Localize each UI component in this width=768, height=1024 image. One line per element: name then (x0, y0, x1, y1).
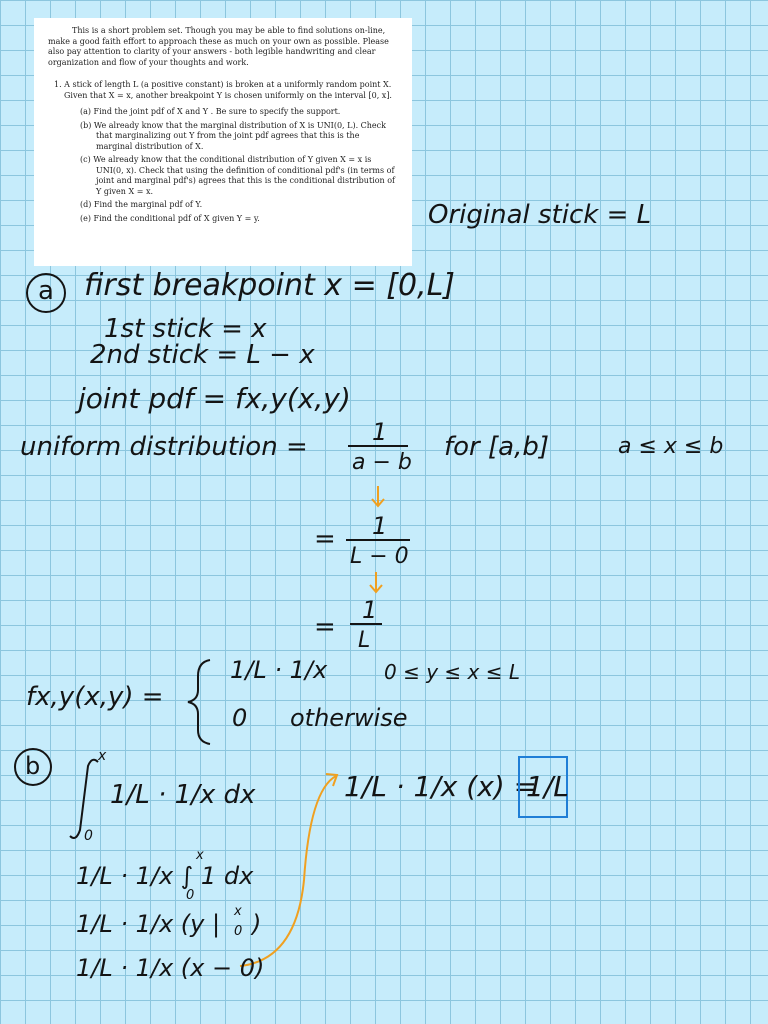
work-line-2: 1/L · 1/x ∫ 1 dx (76, 862, 254, 890)
second-stick: 2nd stick = L − x (90, 340, 315, 370)
uniform-for: for [a,b] (444, 432, 550, 462)
uniform-lhs: uniform distribution = (20, 432, 308, 462)
work-line-4: 1/L · 1/x (x − 0) (76, 954, 265, 982)
work-line-3: 1/L · 1/x (y | (76, 910, 221, 938)
step2-denominator: L − 0 (350, 544, 409, 569)
case1-expr: 1/L · 1/x (230, 656, 328, 684)
work-line-3-close: ) (252, 910, 262, 938)
part-a-text: (a) Find the joint pdf of X and Y . Be sure to specify the support. (80, 107, 341, 116)
part-d-text: (d) Find the marginal pdf of Y. (80, 200, 203, 209)
arrow-down-icon (372, 486, 384, 506)
uniform-numerator: 1 (372, 418, 388, 446)
arrow-down-icon (370, 572, 382, 592)
original-stick-note: Original stick = L (428, 200, 652, 230)
work-line-3-lower: 0 (234, 924, 243, 939)
step3-denominator: L (358, 628, 371, 653)
case2-condition: otherwise (290, 704, 408, 732)
result-value: 1/L (526, 770, 569, 803)
work-line-3-upper: x (234, 904, 242, 919)
part-c-text: (c) We already know that the conditional distribution of Y given X = x is UNI(0, x). Check that using the definition of conditional pdf's (in terms of joint and marginal pdf's) agrees that this is the conditional distribution of Y given X = x. (80, 155, 396, 196)
part-b-text: (b) We already know that the marginal distribution of X is UNI(0, L). Check that marginalizing out Y from the joint pdf agrees that this is the marginal distribution of X. (80, 120, 386, 151)
part-b-marker: b (25, 752, 41, 780)
case2-expr: 0 (232, 704, 248, 732)
question-1: 1. A stick of length L (a positive constant) is broken at a uniformly random point X. Given that X = x, another breakpoint Y is chosen uniformly on the interval [0, x]. (54, 80, 392, 100)
result-lhs: 1/L · 1/x (x) = (344, 770, 538, 803)
first-breakpoint: first breakpoint x = [0,L] (84, 268, 455, 303)
integral-lower: 0 (84, 828, 93, 844)
pdf-lhs: fx,y(x,y) = (26, 682, 164, 712)
brace-icon (188, 660, 210, 744)
intro-text: This is a short problem set. Though you may be able to find solutions on-line, make a good faith effort to approach these as much on your own as possible. Please also pay attention to clarity of your answers - both legible handwriting and clear organization and flow of your thoughts and work. (48, 26, 389, 67)
work-line-2-lower: 0 (186, 888, 195, 903)
part-a-marker: a (38, 276, 54, 306)
part-e-text: (e) Find the conditional pdf of X given Y = y. (80, 213, 260, 223)
step3-numerator: 1 (362, 596, 378, 624)
integral-upper: x (98, 748, 107, 764)
joint-pdf: joint pdf = fx,y(x,y) (78, 382, 351, 415)
work-line-2-upper: x (196, 848, 204, 863)
equals-3: = (314, 612, 336, 642)
step2-numerator: 1 (372, 512, 388, 540)
uniform-denominator: a − b (352, 450, 412, 475)
integral-icon (70, 760, 98, 838)
case1-condition: 0 ≤ y ≤ x ≤ L (384, 660, 520, 684)
integral-expr: 1/L · 1/x dx (110, 780, 256, 810)
first-stick: 1st stick = x (104, 314, 267, 344)
equals-2: = (314, 524, 336, 554)
uniform-range: a ≤ x ≤ b (618, 434, 724, 459)
